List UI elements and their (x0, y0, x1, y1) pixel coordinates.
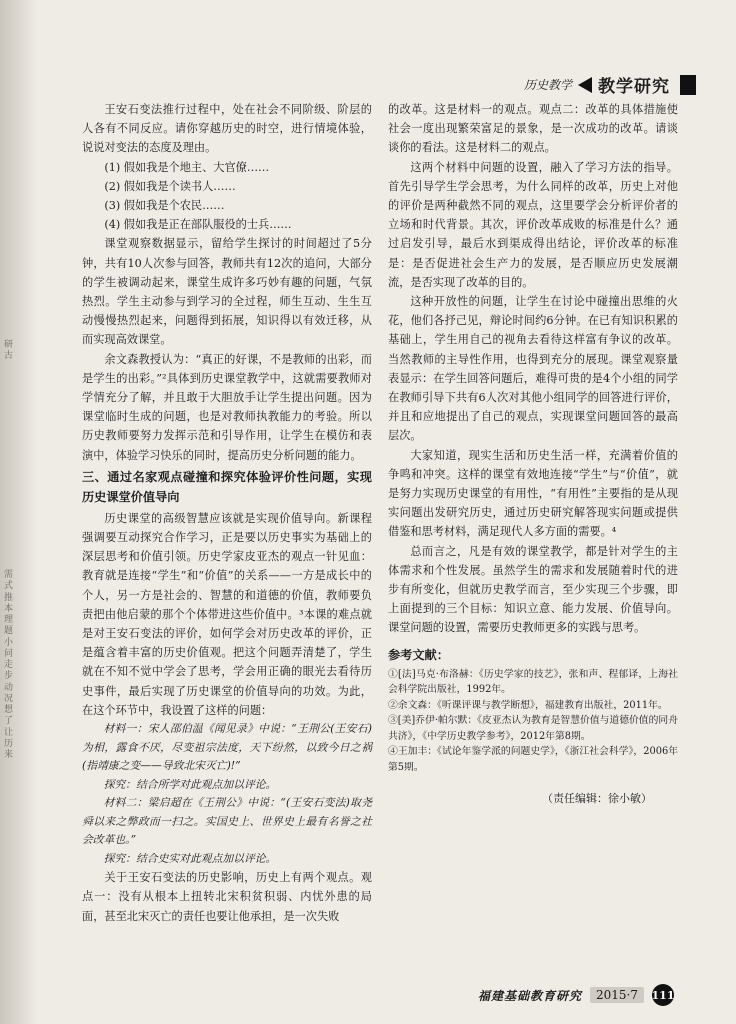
issue-number: 2015·7 (590, 987, 644, 1003)
black-block-icon (680, 75, 696, 95)
paragraph: 的改革。这是材料一的观点。观点二：改革的具体措施使社会一度出现繁荣富足的景象，是一次成功的改革。请谈谈你的看法。这是材料二的观点。 (388, 103, 678, 155)
paragraph: 大家知道，现实生活和历史生活一样，充满着价值的争鸣和冲突。这样的课堂有效地连接“学生”与“价值”，就是努力实现历史课堂的有用性，“有用性”主要指的是从现实问题出发研究历史，通过历史研究解答现实问题或提供借鉴和思考材料，满足现代人多方面的需要。⁴ (388, 448, 678, 539)
edge-text-lower: 需式推本理题小问走步动况 想了让历来 (4, 570, 14, 760)
paragraph: 这种开放性的问题，让学生在讨论中碰撞出思维的火花，他们各抒己见，辩论时间约6分钟。在已有知识积累的基础上，学生用自己的视角去看待这样富有争议的改革。当然教师的主导性作用，也得到充分的展现。课堂观察量表显示：在学生回答问题后，难得可贵的是4个小组的同学在教师引导下共有6人次对其他小组同学的回答进行评价，并且和应地提出了自己的观点，实现课堂问题回答的最高层次。 (388, 295, 678, 443)
edge-text-upper: 研 古 (4, 340, 14, 362)
reference-item: ④王加丰：《试论年鉴学派的问题史学》，《浙江社会科学》，2006年第5期。 (388, 746, 678, 773)
reference-item: ①[法]马克·布洛赫：《历史学家的技艺》，张和声、程郁译，上海社会科学院出版社，1992年。 (388, 668, 678, 696)
inquiry-prompt: 探究：结合所学对此观点加以评论。 (103, 777, 277, 791)
inquiry-prompt: 探究：结合史实对此观点加以评论。 (103, 851, 277, 865)
responsible-editor: （责任编辑：徐小敏） (542, 792, 652, 806)
page-footer (478, 984, 674, 1006)
paragraph: 课堂观察数据显示，留给学生探讨的时间超过了5分钟，共有10人次参与回答，教师共有12次的追问，大部分的学生被调动起来，课堂生成许多巧妙有趣的问题，气氛热烈。学生主动参与到学习的全过程，师生互动、生生互动慢慢热烈起来，问题得到拓展，知识得以有效迁移，从而实现高效课堂。 (82, 237, 372, 347)
paragraph: 关于王安石变法的历史影响，历史上有两个观点。观点一：没有从根本上扭转北宋积贫积弱、内忧外患的局面，甚至北宋灭亡的责任也要让他承担，是一次失败 (82, 871, 372, 923)
paragraph: 总而言之，凡是有效的课堂教学，都是针对学生的主体需求和个性发展。虽然学生的需求和发展随着时代的进步有所变化，但就历史教学而言，至少实现三个步骤，即上面提到的三个目标：知识立意、能力发展、价值导向。课堂问题的设置，需要历史教师更多的实践与思考。 (388, 544, 678, 635)
page-spine-shadow (0, 0, 38, 1024)
journal-name: 福建基础教育研究 (477, 988, 582, 1003)
column-name: 历史教学 (523, 78, 572, 92)
reference-item: ②余文森：《听课评课与教学断想》，福建教育出版社，2011年。 (388, 699, 668, 711)
page-header (524, 72, 696, 97)
right-column (388, 100, 678, 809)
section-heading: 三、通过名家观点碰撞和探究体验评价性问题，实现历史课堂价值导向 (82, 469, 372, 504)
left-column (82, 100, 372, 926)
section-title: 教学研究 (598, 77, 670, 97)
arrow-left-icon (578, 77, 592, 93)
paragraph: 王安石变法推行过程中，处在社会不同阶级、阶层的人各有不同反应。请你穿越历史的时空，进行情境体验，说说对变法的态度及理由。 (82, 103, 372, 155)
option-item: (3) 假如我是个农民…… (104, 199, 225, 213)
reference-item: ③[美]乔伊·帕尔默：《皮亚杰认为教育是智慧价值与道德价值的同舟共济》，《中学历史教学参考》，2012年第8期。 (388, 715, 678, 742)
references-title: 参考文献： (388, 647, 449, 662)
references-list (388, 667, 678, 776)
option-item: (2) 假如我是个读书人…… (104, 179, 236, 193)
paragraph: 这两个材料中问题的设置，融入了学习方法的指导。首先引导学生学会思考，为什么同样的改革，历史上对他的评价是两种截然不同的观点，这里要学会分析评价者的立场和时代背景。其次，评价改革成败的标准是什么？通过启发引导，最后水到渠成得出结论，评价改革的标准是：是否促进社会生产力的发展，是否顺应历史发展潮流，是否实现了改革的目的。 (388, 160, 678, 289)
paragraph: 余文森教授认为：“真正的好课，不是教师的出彩，而是学生的出彩。”²具体到历史课堂教学中，这就需要教师对学情充分了解，并且敢于大胆放手让学生提出问题。因为课堂临时生成的问题，也是对教师执教能力的考验。所以历史教师要努力发挥示范和引导作用，让学生在模仿和表演中，体验学习快乐的同时，提高历史分析问题的能力。 (82, 352, 372, 462)
option-item: (4) 假如我是正在部队服役的士兵…… (104, 218, 292, 232)
page-number: 111 (652, 984, 674, 1006)
material-quote: 材料一：宋人邵伯温《闻见录》中说：“王荆公(王安石)为相，露食不厌，尽变祖宗法度，天下纷然，以致今日之祸(指靖康之变——导致北宋灭亡)!” (82, 722, 372, 773)
material-quote: 材料二：梁启超在《王荆公》中说：“(王安石变法)取尧舜以来之弊政而一扫之。实国史上、世界史上最有名誉之社会改革也。” (82, 796, 372, 847)
option-item: (1) 假如我是个地主、大官僚…… (104, 160, 270, 174)
paragraph: 历史课堂的高级智慧应该就是实现价值导向。新课程强调要互动探究合作学习，正是要以历史事实为基础上的深层思考和价值引领。历史学家皮亚杰的观点一针见血：教育就是连接“学生”和“价值”的关系——一方是成长中的个人，另一方是社会的、智慧的和道德的价值，教师要负责把由他启蒙的那个个体带进这些价值中。³本课的难点就是对王安石变法的评价，如何学会对历史改革的评价，正是蕴含着丰富的历史价值观。把这个问题弄清楚了，学生就在不知不觉中学会了思考，学会用正确的眼光去看待历史事件，最后实现了历史课堂的价值导向的功效。为此，在这个环节中，我设置了这样的问题： (82, 511, 372, 717)
